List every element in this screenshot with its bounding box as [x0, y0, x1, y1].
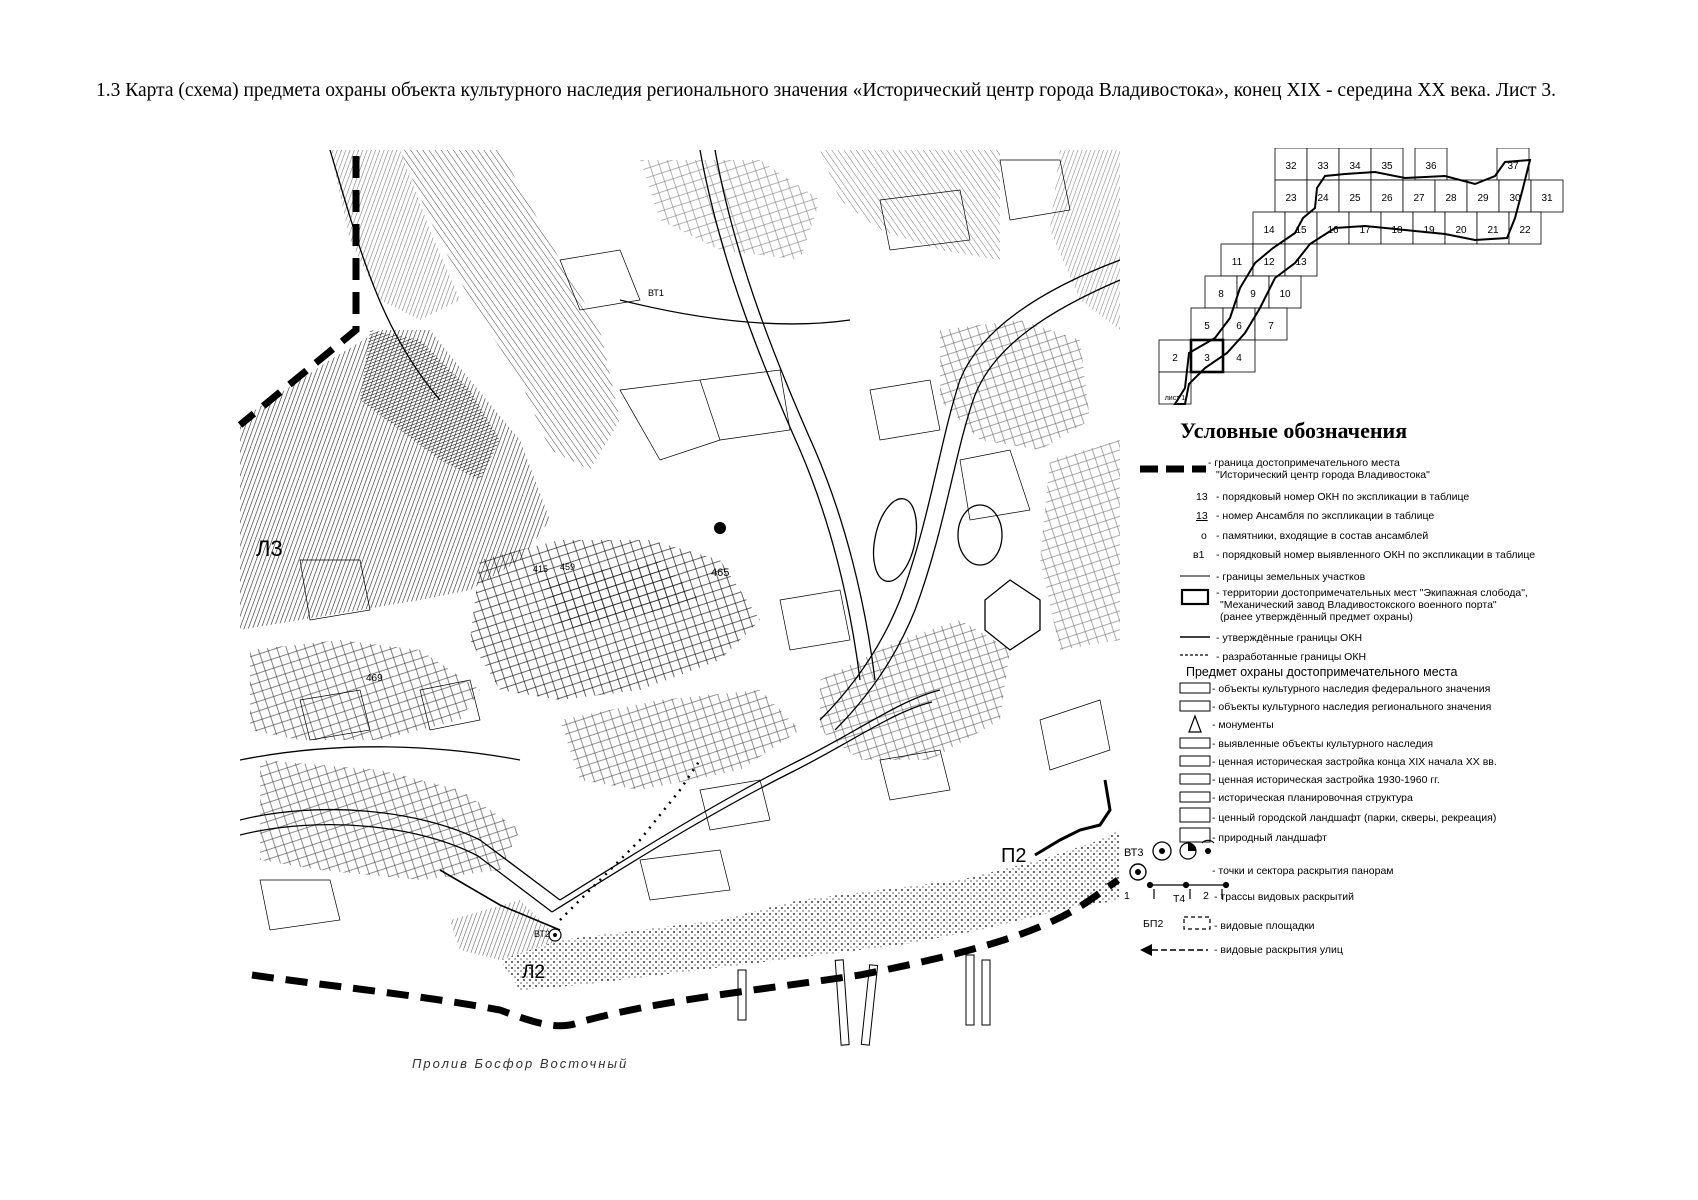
svg-text:30: 30 [1509, 193, 1521, 204]
svg-text:7: 7 [1268, 321, 1274, 332]
legend-street-views: - видовые раскрытия улиц [1214, 944, 1343, 956]
svg-text:16: 16 [1327, 225, 1339, 236]
legend-approved-bounds: - утверждённые границы ОКН [1216, 632, 1363, 644]
legend-monuments-in-ensemble: - памятники, входящие в состав ансамблей [1216, 530, 1429, 542]
map-label-bt1: ВТ1 [648, 288, 664, 298]
page-title: 1.3 Карта (схема) предмета охраны объекта культурного наследия регионального значения «Исторический центр города Владивостока», конец XIX - середина XX века. Лист 3. [96, 80, 1557, 101]
legend-identified-number: - порядковый номер выявленного ОКН по экспликации в таблице [1216, 549, 1536, 561]
map-label-p2: П2 [1001, 845, 1027, 867]
svg-text:13: 13 [1295, 257, 1307, 268]
index-cell-36: 36 [1425, 161, 1437, 172]
map-label-l3: Л3 [256, 536, 283, 561]
svg-text:29: 29 [1477, 193, 1489, 204]
map-label-465: 465 [711, 567, 730, 579]
legend-natural-landscape: - природный ландшафт [1212, 832, 1327, 844]
legend-territories-line2: "Механический завод Владивостокского военного порта" [1220, 599, 1497, 611]
legend-identified-symbol: в1 [1193, 549, 1205, 561]
legend-territories-line3: (ранее утверждённый предмет охраны) [1220, 611, 1413, 623]
svg-text:22: 22 [1519, 225, 1531, 236]
strait-label: Пролив Босфор Восточный [412, 1056, 629, 1071]
legend-boundary: - граница достопримечательного места [1208, 457, 1400, 469]
legend-subheading: Предмет охраны достопримечательного места [1186, 665, 1458, 679]
index-cell-32: 32 [1285, 161, 1297, 172]
svg-text:5: 5 [1204, 321, 1210, 332]
map-label-469: 469 [366, 673, 383, 684]
legend-okn-number: - порядковый номер ОКН по экспликации в таблице [1216, 491, 1470, 503]
legend-planning-structure: - историческая планировочная структура [1212, 792, 1413, 804]
legend-boundary-name: "Исторический центр города Владивостока" [1216, 469, 1430, 481]
legend-title: Условные обозначения [1180, 418, 1408, 443]
legend-bp2-label: БП2 [1143, 918, 1164, 930]
svg-text:10: 10 [1279, 289, 1291, 300]
svg-text:19: 19 [1423, 225, 1435, 236]
svg-text:20: 20 [1455, 225, 1467, 236]
legend-territories: - территории достопримечательных мест "Экипажная слобода", [1216, 587, 1528, 599]
svg-text:12: 12 [1263, 257, 1275, 268]
svg-text:17: 17 [1359, 225, 1371, 236]
map-label-bt2: ВТ2 [534, 929, 550, 939]
map-label-415: 415 [533, 564, 549, 574]
svg-text:3: 3 [1204, 353, 1210, 364]
legend-monument-symbol: о [1201, 530, 1207, 542]
index-cell-33: 33 [1317, 161, 1329, 172]
legend-developed-bounds: - разработанные границы ОКН [1216, 651, 1367, 663]
svg-text:21: 21 [1487, 225, 1499, 236]
index-cell-35: 35 [1381, 161, 1393, 172]
svg-text:31: 31 [1541, 193, 1553, 204]
svg-text:25: 25 [1349, 193, 1361, 204]
svg-text:28: 28 [1445, 193, 1457, 204]
svg-text:14: 14 [1263, 225, 1275, 236]
legend-monuments: - монументы [1212, 719, 1274, 731]
legend-regional-okn: - объекты культурного наследия регионального значения [1212, 701, 1492, 713]
svg-text:6: 6 [1236, 321, 1242, 332]
svg-text:8: 8 [1218, 289, 1224, 300]
map-label-bt3: ВТ3 [1124, 847, 1144, 859]
legend-valuable-buildings-2: - ценная историческая застройка 1930-1960 гг. [1212, 774, 1440, 786]
svg-text:11: 11 [1231, 257, 1243, 268]
topographic-map [240, 150, 1120, 1050]
index-cell-37: 37 [1507, 161, 1519, 172]
legend-trace-1: 1 [1124, 890, 1130, 902]
legend-okn-symbol: 13 [1196, 491, 1208, 503]
legend-land-plots: - границы земельных участков [1216, 571, 1366, 583]
svg-text:15: 15 [1295, 225, 1307, 236]
legend-view-platforms: - видовые площадки [1214, 920, 1315, 932]
svg-text:27: 27 [1413, 193, 1425, 204]
svg-text:24: 24 [1317, 193, 1329, 204]
legend-ensemble-number: - номер Ансамбля по экспликации в таблице [1216, 510, 1435, 522]
map-label-459: 459 [560, 562, 576, 572]
svg-text:2: 2 [1172, 353, 1178, 364]
legend-panorama-points: - точки и сектора раскрытия панорам [1212, 865, 1394, 877]
svg-text:4: 4 [1236, 353, 1242, 364]
svg-text:18: 18 [1391, 225, 1403, 236]
map-label-l2: Л2 [522, 962, 546, 983]
legend-view-traces: - трассы видовых раскрытий [1214, 891, 1355, 903]
legend-identified-okn: - выявленные объекты культурного наследия [1212, 738, 1434, 750]
legend-valuable-buildings-1: - ценная историческая застройка конца XIX начала XX вв. [1212, 756, 1497, 768]
legend-ensemble-symbol: 13 [1196, 510, 1208, 522]
legend-federal-okn: - объекты культурного наследия федерального значения [1212, 683, 1491, 695]
svg-text:лист 1: лист 1 [1164, 395, 1186, 402]
legend-trace-t4: Т4 [1173, 893, 1186, 905]
svg-text:9: 9 [1250, 289, 1256, 300]
legend-urban-landscape: - ценный городской ландшафт (парки, скверы, рекреация) [1212, 812, 1497, 824]
index-cell-34: 34 [1349, 161, 1361, 172]
svg-text:26: 26 [1381, 193, 1393, 204]
index-map [1145, 148, 1565, 428]
svg-text:23: 23 [1285, 193, 1297, 204]
legend-trace-2: 2 [1203, 890, 1209, 902]
